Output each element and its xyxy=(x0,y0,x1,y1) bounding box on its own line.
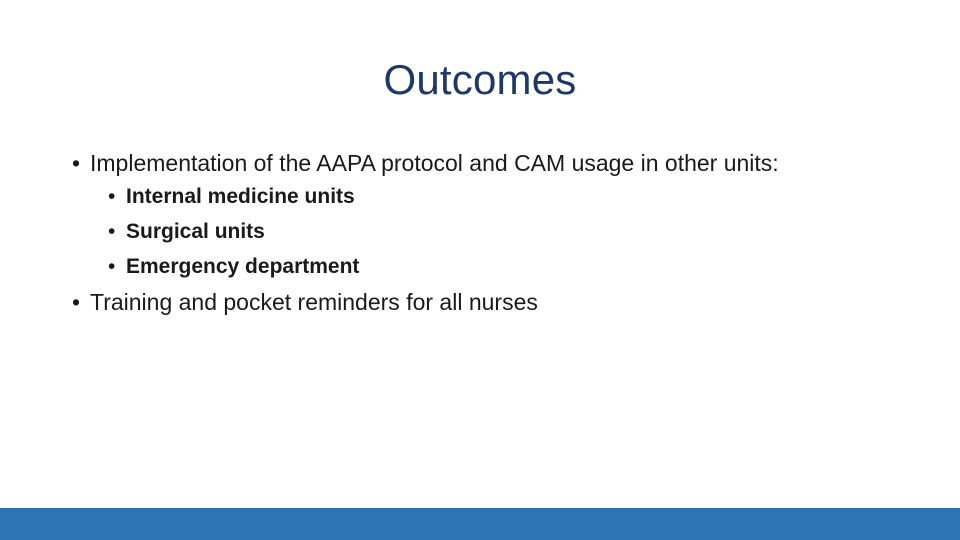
bullet-dot-icon: • xyxy=(72,150,81,176)
bullet-item xyxy=(72,287,932,317)
slide-title: Outcomes xyxy=(383,56,577,103)
sub-bullet-item xyxy=(108,217,932,247)
sub-bullet-text: Emergency department xyxy=(126,255,360,278)
bullet-dot-icon: • xyxy=(108,255,116,278)
bullet-item xyxy=(72,148,932,178)
bullet-dot-icon: • xyxy=(108,185,116,208)
bullet-dot-icon: • xyxy=(72,289,81,315)
bullet-text: Training and pocket reminders for all nurses xyxy=(90,289,538,315)
bullet-dot-icon: • xyxy=(108,220,116,243)
sub-bullet-item xyxy=(108,182,932,212)
footer-accent-bar xyxy=(0,508,960,540)
sub-bullet-text: Surgical units xyxy=(126,220,265,243)
bullet-text: Implementation of the AAPA protocol and CAM usage in other units: xyxy=(90,150,779,176)
sub-bullet-item xyxy=(108,252,932,282)
sub-bullet-text: Internal medicine units xyxy=(126,185,355,208)
slide-content xyxy=(72,148,932,321)
